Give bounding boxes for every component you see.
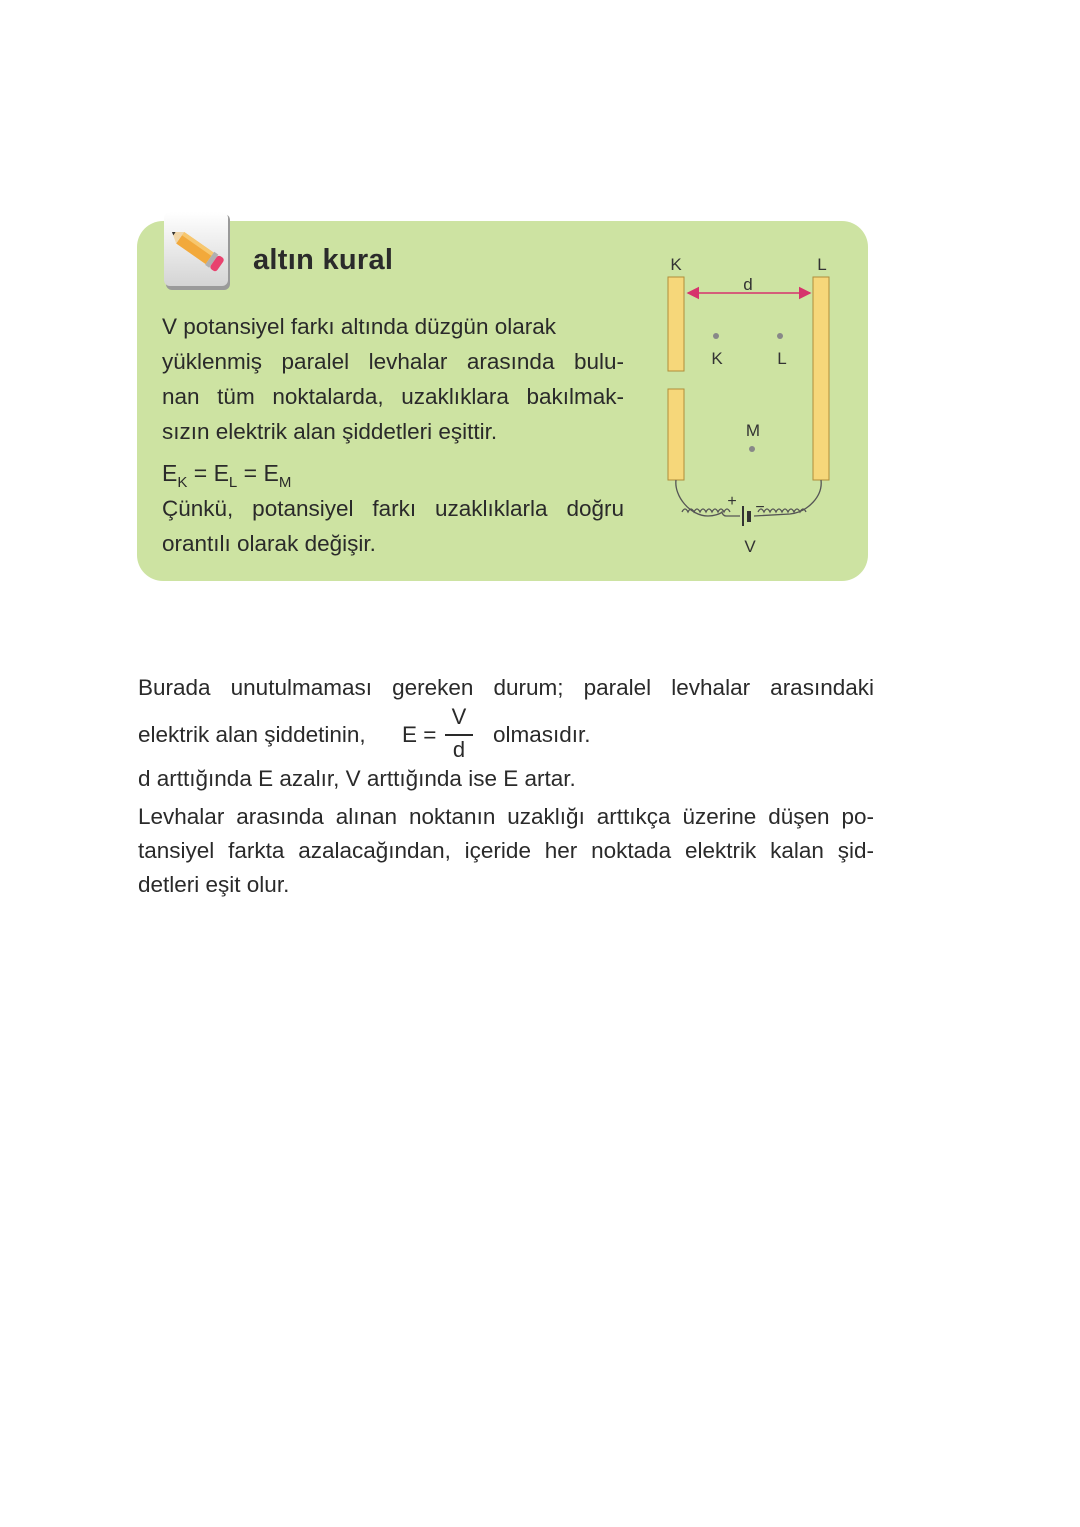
because-line: orantılı olarak değişir.	[162, 531, 376, 556]
battery-voltage-label: V	[744, 537, 756, 556]
eq-subscript: K	[177, 474, 188, 491]
left-coil	[682, 509, 730, 512]
rule-line: V potansiyel farkı altında düzgün olarak	[162, 314, 556, 339]
eq-symbol: E	[162, 460, 178, 486]
paragraph-explanation	[138, 800, 874, 902]
point-l	[777, 333, 783, 339]
point-l-label: L	[777, 349, 787, 368]
rule-line: sızın elektrik alan şiddetleri eşittir.	[162, 419, 498, 444]
paragraph-line: Burada unutulmaması gereken durum; paralel levhalar arasındaki	[138, 675, 874, 700]
formula-lhs: E =	[402, 722, 437, 747]
paragraph-line: tansiyel farkta azalacağından, içeride her noktada elektrik kalan şid-	[138, 838, 874, 863]
fraction-denominator: d	[452, 737, 466, 762]
paragraph-line: detleri eşit olur.	[138, 872, 290, 897]
formula-fraction	[440, 705, 478, 765]
plate-label-k: K	[670, 255, 682, 274]
point-k-label: K	[711, 349, 723, 368]
formula-line	[138, 705, 874, 767]
plate-label-l: L	[817, 255, 827, 274]
box-title: altın kural	[253, 244, 394, 276]
paragraph-line: Levhalar arasında alınan noktanın uzaklığı arttıkça üzerine düşen po-	[138, 804, 874, 829]
rule-line: nan tüm noktalarda, uzaklıklara bakılmak-	[162, 384, 624, 409]
point-m	[749, 446, 755, 452]
paragraph-formula	[138, 671, 874, 767]
point-k	[713, 333, 719, 339]
distance-label: d	[743, 275, 753, 294]
left-plate-upper	[668, 277, 684, 371]
point-m-label: M	[745, 421, 761, 440]
fraction-numerator: V	[451, 704, 467, 729]
eq-symbol: = E	[237, 460, 279, 486]
eq-subscript: M	[278, 474, 292, 491]
paragraph-relation: d arttığında E azalır, V arttığında ise E artar.	[138, 766, 576, 791]
because-line: Çünkü, potansiyel farkı uzaklıklarla doğru	[162, 496, 624, 521]
because-paragraph	[162, 491, 624, 561]
left-plate-lower	[668, 389, 684, 480]
rule-line: yüklenmiş paralel levhalar arasında bulu-	[162, 349, 624, 374]
battery-minus-label: −	[755, 499, 765, 516]
right-plate	[813, 277, 829, 480]
eq-subscript: L	[228, 474, 238, 491]
eq-symbol: = E	[187, 460, 229, 486]
pencil-icon	[164, 212, 232, 292]
formula-outro: olmasıdır.	[493, 722, 591, 747]
formula-intro: elektrik alan şiddetinin,	[138, 722, 366, 747]
battery-plus-label: +	[727, 493, 737, 510]
field-equality-equation	[162, 458, 292, 491]
parallel-plates-diagram	[660, 250, 840, 560]
rule-paragraph	[162, 309, 624, 449]
